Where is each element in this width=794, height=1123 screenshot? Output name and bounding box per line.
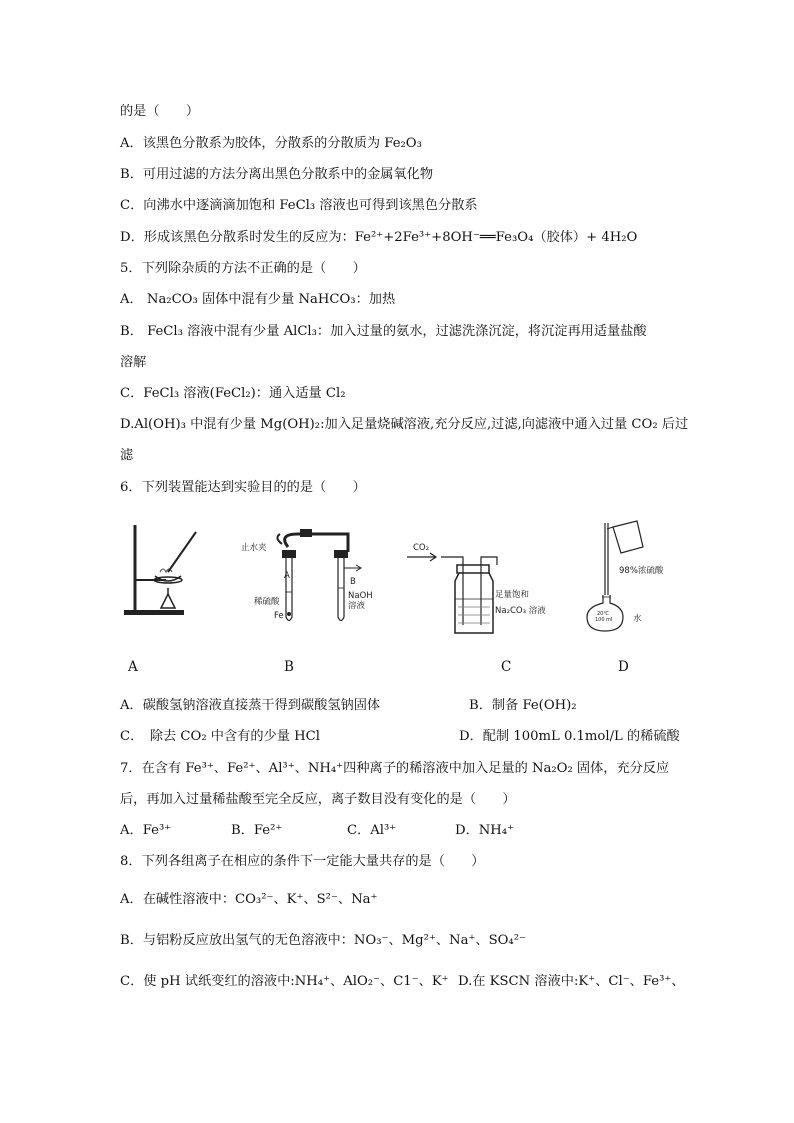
water-label: 水 xyxy=(633,614,642,624)
q6-option-b: B．制备 Fe(OH)₂ xyxy=(469,698,577,713)
figure-c-gas-wash-bottle xyxy=(405,535,575,640)
q8-option-c: C．使 pH 试纸变红的溶液中:NH₄⁺、AlO₂⁻、C1⁻、K⁺ xyxy=(120,974,449,989)
q6-option-a: A．碳酸氢钠溶液直接蒸干得到碳酸氢钠固体 xyxy=(120,698,381,713)
q8-stem: 8．下列各组离子在相应的条件下一定能大量共存的是（ ） xyxy=(120,854,485,869)
q5-option-d: D.Al(OH)₃ 中混有少量 Mg(OH)₂:加入足量烧碱溶液,充分反应,过滤,向滤液中通入过量 CO₂ 后过 xyxy=(120,417,689,432)
q7-option-d: D．NH₄⁺ xyxy=(455,823,515,838)
clamp-label: 止水夹 xyxy=(241,543,267,553)
q5-option-b: B． FeCl₃ 溶液中混有少量 AlCl₃：加入过量的氨水，过滤洗涤沉淀，将沉淀再用适量盐酸 xyxy=(120,324,647,339)
fe-label: Fe xyxy=(274,611,284,621)
tube-a-label: A xyxy=(284,571,290,581)
na2co3-solution-label: Na₂CO₃ 溶液 xyxy=(495,606,546,616)
q7-option-b: B．Fe²⁺ xyxy=(231,823,283,838)
naoh-label: NaOH xyxy=(348,591,373,601)
q4-stem-tail: 的是（ ） xyxy=(120,104,200,119)
figure-label-b: B xyxy=(284,659,294,675)
q6-stem: 6．下列装置能达到实验目的的是（ ） xyxy=(120,480,366,495)
conc-h2so4-label: 98%浓硫酸 xyxy=(619,566,664,576)
q6-option-c: C． 除去 CO₂ 中含有的少量 HCl xyxy=(120,729,320,744)
q7-option-a: A．Fe³⁺ xyxy=(120,823,172,838)
capacity-label: 100 ml xyxy=(595,617,613,623)
q7-stem-line2: 后，再加入过量稀盐酸至完全反应，离子数目没有变化的是（ ） xyxy=(120,792,516,807)
q8-option-b: B．与铝粉反应放出氢气的无色溶液中：NO₃⁻、Mg²⁺、Na⁺、SO₄²⁻ xyxy=(120,933,526,948)
q8-option-d: D.在 KSCN 溶液中:K⁺、Cl⁻、Fe³⁺、 xyxy=(458,974,685,989)
q4-option-b: B．可用过滤的方法分离出黑色分散系中的金属氧化物 xyxy=(120,167,434,182)
q4-option-a: A．该黑色分散系为胶体，分散系的分散质为 Fe₂O₃ xyxy=(120,136,422,151)
figure-label-d: D xyxy=(618,659,629,675)
figure-label-c: C xyxy=(501,659,512,675)
figure-a-evaporation-apparatus xyxy=(118,520,208,620)
figure-label-a: A xyxy=(128,659,138,675)
q5-option-c: C．FeCl₃ 溶液(FeCl₂)：通入适量 Cl₂ xyxy=(120,386,346,401)
q7-stem-line1: 7．在含有 Fe³⁺、Fe²⁺、Al³⁺、NH₄⁺四种离子的稀溶液中加入足量的 Na₂O₂ 固体，充分反应 xyxy=(120,761,670,776)
q6-option-d: D．配制 100mL 0.1mol/L 的稀硫酸 xyxy=(459,729,680,744)
solution-label: 溶液 xyxy=(348,601,366,611)
q5-option-b-cont: 溶解 xyxy=(120,355,147,370)
q4-option-d: D．形成该黑色分散系时发生的反应为：Fe²⁺+2Fe³⁺+8OH⁻══Fe₃O₄（胶体）+ 4H₂O xyxy=(120,230,638,245)
q5-stem: 5．下列除杂质的方法不正确的是（ ） xyxy=(120,261,366,276)
q5-option-d-cont: 滤 xyxy=(120,448,134,463)
figure-d-volumetric-flask xyxy=(583,515,693,635)
temperature-label: 20℃ xyxy=(597,611,609,617)
q5-option-a: A． Na₂CO₃ 固体中混有少量 NaHCO₃：加热 xyxy=(120,292,396,307)
saturated-label: 足量饱和 xyxy=(495,590,530,600)
co2-label: CO₂ xyxy=(413,543,430,553)
figure-b-feoh2-apparatus xyxy=(238,522,378,632)
dilute-h2so4-label: 稀硫酸 xyxy=(254,597,280,607)
q7-option-c: C．Al³⁺ xyxy=(347,823,397,838)
q8-option-a: A．在碱性溶液中：CO₃²⁻、K⁺、S²⁻、Na⁺ xyxy=(120,892,378,907)
tube-b-label: B xyxy=(350,577,356,587)
q4-option-c: C．向沸水中逐滴滴加饱和 FeCl₃ 溶液也可得到该黑色分散系 xyxy=(120,198,478,213)
